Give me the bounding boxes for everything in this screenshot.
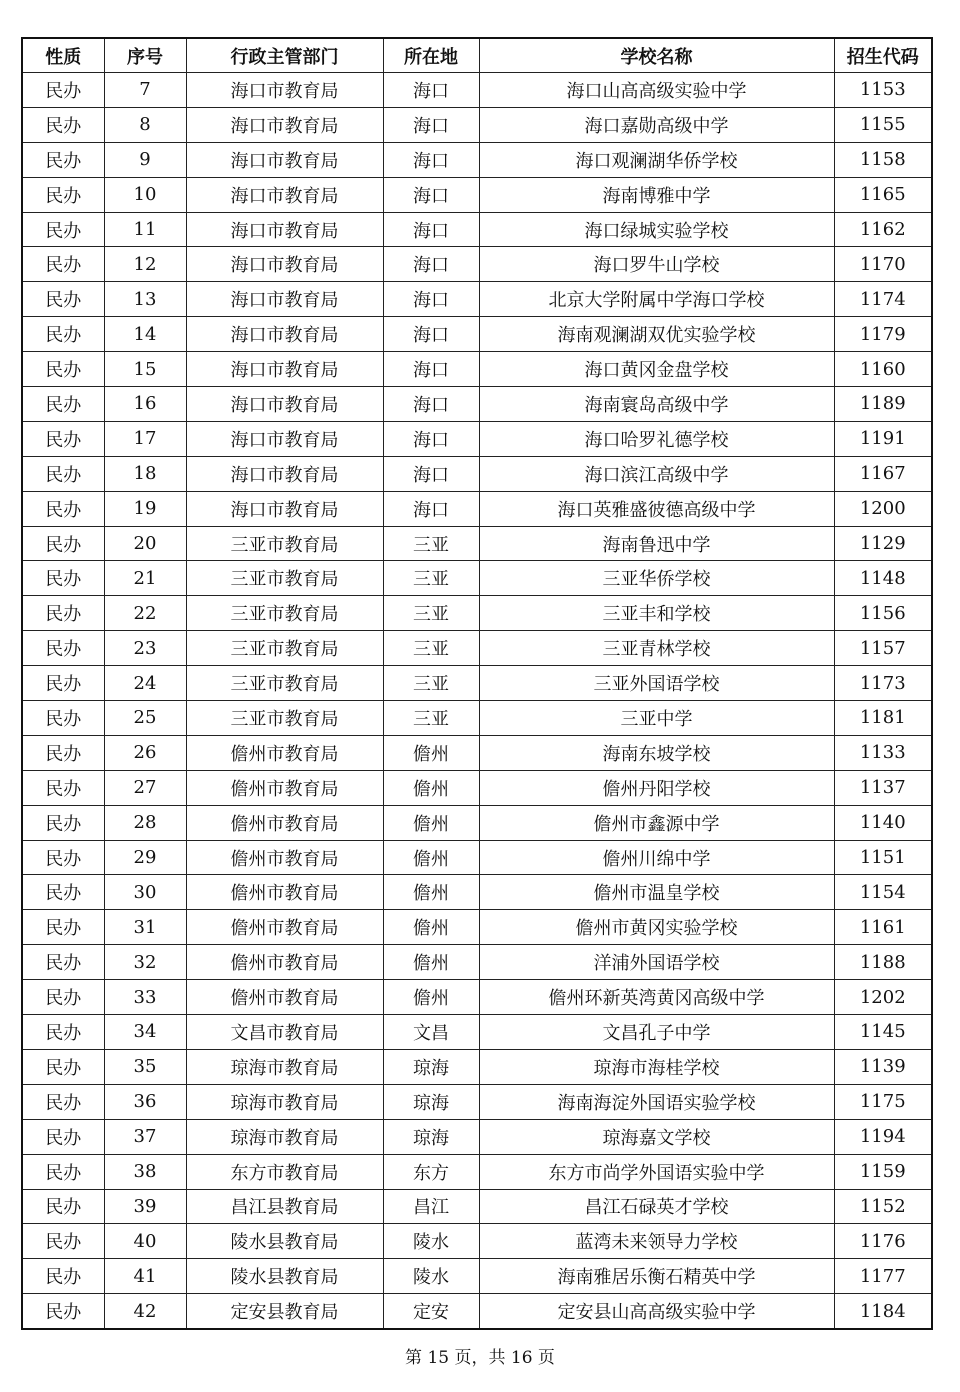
- column-location-header: 所在地: [383, 38, 479, 73]
- column-code-cell: 1170: [834, 247, 932, 282]
- column-department-cell: 儋州市教育局: [186, 875, 383, 910]
- column-code-cell: 1148: [834, 561, 932, 596]
- column-index-cell: 12: [104, 247, 186, 282]
- column-department-cell: 三亚市教育局: [186, 526, 383, 561]
- table-body: [22, 73, 932, 1330]
- column-code-cell: 1156: [834, 596, 932, 631]
- column-department-cell: 琼海市教育局: [186, 1084, 383, 1119]
- column-school-name-cell: 昌江石碌英才学校: [479, 1189, 834, 1224]
- column-location-cell: 定安: [383, 1294, 479, 1329]
- column-index-cell: 10: [104, 177, 186, 212]
- column-department-cell: 海口市教育局: [186, 107, 383, 142]
- column-type-cell: 民办: [22, 526, 104, 561]
- column-school-name-cell: 儋州市黄冈实验学校: [479, 910, 834, 945]
- column-code-cell: 1181: [834, 701, 932, 736]
- table-row: [22, 177, 932, 212]
- column-department-cell: 三亚市教育局: [186, 666, 383, 701]
- column-type-cell: 民办: [22, 247, 104, 282]
- column-school-name-cell: 海口黄冈金盘学校: [479, 352, 834, 387]
- column-location-cell: 三亚: [383, 666, 479, 701]
- column-index-cell: 41: [104, 1259, 186, 1294]
- column-location-cell: 海口: [383, 421, 479, 456]
- column-type-cell: 民办: [22, 1189, 104, 1224]
- column-code-cell: 1159: [834, 1154, 932, 1189]
- column-school-name-header: 学校名称: [479, 38, 834, 73]
- column-department-cell: 东方市教育局: [186, 1154, 383, 1189]
- column-type-cell: 民办: [22, 352, 104, 387]
- column-index-cell: 13: [104, 282, 186, 317]
- table-header: [22, 38, 932, 73]
- column-department-header: 行政主管部门: [186, 38, 383, 73]
- column-location-cell: 儋州: [383, 735, 479, 770]
- column-index-cell: 23: [104, 631, 186, 666]
- column-type-cell: 民办: [22, 1154, 104, 1189]
- column-code-cell: 1189: [834, 387, 932, 422]
- table-row: [22, 666, 932, 701]
- column-school-name-cell: 海口山高高级实验中学: [479, 73, 834, 108]
- column-index-cell: 29: [104, 840, 186, 875]
- column-type-cell: 民办: [22, 631, 104, 666]
- column-index-cell: 39: [104, 1189, 186, 1224]
- column-type-cell: 民办: [22, 840, 104, 875]
- table-row: [22, 142, 932, 177]
- table-row: [22, 875, 932, 910]
- column-type-cell: 民办: [22, 701, 104, 736]
- column-type-cell: 民办: [22, 1084, 104, 1119]
- column-index-cell: 15: [104, 352, 186, 387]
- column-index-cell: 8: [104, 107, 186, 142]
- column-index-cell: 35: [104, 1049, 186, 1084]
- column-school-name-cell: 海南寰岛高级中学: [479, 387, 834, 422]
- column-location-cell: 儋州: [383, 805, 479, 840]
- column-department-cell: 海口市教育局: [186, 142, 383, 177]
- table-row: [22, 247, 932, 282]
- column-type-cell: 民办: [22, 421, 104, 456]
- column-index-cell: 40: [104, 1224, 186, 1259]
- column-type-header: 性质: [22, 38, 104, 73]
- page-footer: 第 15 页，共 16 页: [405, 1348, 555, 1368]
- column-location-cell: 海口: [383, 387, 479, 422]
- column-type-cell: 民办: [22, 1015, 104, 1050]
- column-school-name-cell: 海南鲁迅中学: [479, 526, 834, 561]
- column-code-cell: 1191: [834, 421, 932, 456]
- column-code-cell: 1154: [834, 875, 932, 910]
- column-location-cell: 海口: [383, 491, 479, 526]
- column-department-cell: 儋州市教育局: [186, 805, 383, 840]
- column-index-cell: 16: [104, 387, 186, 422]
- column-code-cell: 1155: [834, 107, 932, 142]
- column-code-cell: 1153: [834, 73, 932, 108]
- column-department-cell: 三亚市教育局: [186, 631, 383, 666]
- table-row: [22, 770, 932, 805]
- column-location-cell: 琼海: [383, 1084, 479, 1119]
- column-school-name-cell: 儋州环新英湾黄冈高级中学: [479, 980, 834, 1015]
- column-department-cell: 海口市教育局: [186, 212, 383, 247]
- table-row: [22, 212, 932, 247]
- column-school-name-cell: 三亚华侨学校: [479, 561, 834, 596]
- column-department-cell: 海口市教育局: [186, 282, 383, 317]
- column-index-cell: 18: [104, 456, 186, 491]
- table-row: [22, 1084, 932, 1119]
- table-row: [22, 1154, 932, 1189]
- column-department-cell: 海口市教育局: [186, 352, 383, 387]
- table-row: [22, 805, 932, 840]
- table-row: [22, 387, 932, 422]
- column-school-name-cell: 蓝湾未来领导力学校: [479, 1224, 834, 1259]
- column-location-cell: 儋州: [383, 770, 479, 805]
- column-location-cell: 儋州: [383, 980, 479, 1015]
- column-code-cell: 1158: [834, 142, 932, 177]
- table-row: [22, 1189, 932, 1224]
- column-location-cell: 儋州: [383, 840, 479, 875]
- column-code-cell: 1177: [834, 1259, 932, 1294]
- column-location-cell: 三亚: [383, 561, 479, 596]
- column-school-name-cell: 洋浦外国语学校: [479, 945, 834, 980]
- table-row: [22, 910, 932, 945]
- column-code-cell: 1167: [834, 456, 932, 491]
- column-code-cell: 1137: [834, 770, 932, 805]
- column-type-cell: 民办: [22, 212, 104, 247]
- column-school-name-cell: 海南海淀外国语实验学校: [479, 1084, 834, 1119]
- column-type-cell: 民办: [22, 875, 104, 910]
- column-school-name-cell: 海口英雅盛彼德高级中学: [479, 491, 834, 526]
- column-school-name-cell: 海南观澜湖双优实验学校: [479, 317, 834, 352]
- column-type-cell: 民办: [22, 107, 104, 142]
- column-school-name-cell: 儋州市鑫源中学: [479, 805, 834, 840]
- column-department-cell: 海口市教育局: [186, 456, 383, 491]
- column-department-cell: 海口市教育局: [186, 421, 383, 456]
- column-type-cell: 民办: [22, 770, 104, 805]
- column-type-cell: 民办: [22, 387, 104, 422]
- column-department-cell: 海口市教育局: [186, 491, 383, 526]
- column-department-cell: 儋州市教育局: [186, 980, 383, 1015]
- column-location-cell: 儋州: [383, 945, 479, 980]
- table-row: [22, 1015, 932, 1050]
- column-index-cell: 32: [104, 945, 186, 980]
- column-type-cell: 民办: [22, 945, 104, 980]
- column-school-name-cell: 海口罗牛山学校: [479, 247, 834, 282]
- column-school-name-cell: 文昌孔子中学: [479, 1015, 834, 1050]
- column-index-cell: 37: [104, 1119, 186, 1154]
- column-location-cell: 陵水: [383, 1259, 479, 1294]
- column-department-cell: 三亚市教育局: [186, 561, 383, 596]
- column-type-cell: 民办: [22, 1294, 104, 1329]
- column-index-cell: 31: [104, 910, 186, 945]
- column-code-cell: 1145: [834, 1015, 932, 1050]
- column-school-name-cell: 海南东坡学校: [479, 735, 834, 770]
- table-row: [22, 107, 932, 142]
- column-code-cell: 1165: [834, 177, 932, 212]
- column-school-name-cell: 北京大学附属中学海口学校: [479, 282, 834, 317]
- column-department-cell: 琼海市教育局: [186, 1119, 383, 1154]
- column-location-cell: 文昌: [383, 1015, 479, 1050]
- column-code-cell: 1160: [834, 352, 932, 387]
- column-type-cell: 民办: [22, 980, 104, 1015]
- column-school-name-cell: 琼海嘉文学校: [479, 1119, 834, 1154]
- table-row: [22, 1259, 932, 1294]
- column-department-cell: 海口市教育局: [186, 317, 383, 352]
- column-index-cell: 42: [104, 1294, 186, 1329]
- column-code-cell: 1162: [834, 212, 932, 247]
- column-type-cell: 民办: [22, 456, 104, 491]
- column-school-name-cell: 三亚中学: [479, 701, 834, 736]
- column-school-name-cell: 海南雅居乐衡石精英中学: [479, 1259, 834, 1294]
- column-index-cell: 20: [104, 526, 186, 561]
- column-department-cell: 儋州市教育局: [186, 735, 383, 770]
- column-location-cell: 海口: [383, 456, 479, 491]
- column-school-name-cell: 海口滨江高级中学: [479, 456, 834, 491]
- column-index-cell: 9: [104, 142, 186, 177]
- table-row: [22, 945, 932, 980]
- column-department-cell: 儋州市教育局: [186, 770, 383, 805]
- column-index-cell: 7: [104, 73, 186, 108]
- column-school-name-cell: 海口绿城实验学校: [479, 212, 834, 247]
- column-location-cell: 琼海: [383, 1049, 479, 1084]
- column-type-cell: 民办: [22, 666, 104, 701]
- table-row: [22, 980, 932, 1015]
- column-code-cell: 1140: [834, 805, 932, 840]
- column-code-cell: 1151: [834, 840, 932, 875]
- column-department-cell: 文昌市教育局: [186, 1015, 383, 1050]
- column-code-cell: 1184: [834, 1294, 932, 1329]
- column-location-cell: 陵水: [383, 1224, 479, 1259]
- table-row: [22, 1119, 932, 1154]
- column-index-cell: 17: [104, 421, 186, 456]
- column-type-cell: 民办: [22, 1049, 104, 1084]
- table-row: [22, 561, 932, 596]
- column-index-cell: 25: [104, 701, 186, 736]
- table-row: [22, 596, 932, 631]
- column-department-cell: 儋州市教育局: [186, 840, 383, 875]
- column-code-cell: 1179: [834, 317, 932, 352]
- column-school-name-cell: 儋州市温皇学校: [479, 875, 834, 910]
- table-row: [22, 701, 932, 736]
- table-row: [22, 1294, 932, 1329]
- column-location-cell: 海口: [383, 73, 479, 108]
- column-type-cell: 民办: [22, 805, 104, 840]
- column-type-cell: 民办: [22, 1119, 104, 1154]
- column-index-cell: 30: [104, 875, 186, 910]
- school-table: [21, 37, 933, 1330]
- column-index-cell: 19: [104, 491, 186, 526]
- column-location-cell: 儋州: [383, 910, 479, 945]
- table-row: [22, 421, 932, 456]
- column-index-cell: 24: [104, 666, 186, 701]
- column-location-cell: 海口: [383, 317, 479, 352]
- column-department-cell: 三亚市教育局: [186, 596, 383, 631]
- table-row: [22, 282, 932, 317]
- column-location-cell: 三亚: [383, 631, 479, 666]
- column-code-cell: 1202: [834, 980, 932, 1015]
- column-department-cell: 海口市教育局: [186, 73, 383, 108]
- column-location-cell: 琼海: [383, 1119, 479, 1154]
- table-row: [22, 73, 932, 108]
- column-location-cell: 东方: [383, 1154, 479, 1189]
- table-row: [22, 1049, 932, 1084]
- column-index-cell: 38: [104, 1154, 186, 1189]
- table-row: [22, 352, 932, 387]
- column-code-cell: 1176: [834, 1224, 932, 1259]
- column-school-name-cell: 三亚青林学校: [479, 631, 834, 666]
- column-code-cell: 1173: [834, 666, 932, 701]
- column-index-cell: 22: [104, 596, 186, 631]
- column-school-name-cell: 东方市尚学外国语实验中学: [479, 1154, 834, 1189]
- column-code-cell: 1139: [834, 1049, 932, 1084]
- column-index-cell: 34: [104, 1015, 186, 1050]
- column-department-cell: 三亚市教育局: [186, 701, 383, 736]
- column-type-cell: 民办: [22, 1224, 104, 1259]
- column-type-cell: 民办: [22, 317, 104, 352]
- column-index-cell: 21: [104, 561, 186, 596]
- table-row: [22, 526, 932, 561]
- column-school-name-cell: 海南博雅中学: [479, 177, 834, 212]
- column-department-cell: 海口市教育局: [186, 247, 383, 282]
- column-location-cell: 海口: [383, 352, 479, 387]
- column-type-cell: 民办: [22, 910, 104, 945]
- column-department-cell: 儋州市教育局: [186, 945, 383, 980]
- column-department-cell: 定安县教育局: [186, 1294, 383, 1329]
- column-code-cell: 1188: [834, 945, 932, 980]
- column-location-cell: 海口: [383, 282, 479, 317]
- column-code-cell: 1200: [834, 491, 932, 526]
- table-row: [22, 840, 932, 875]
- column-type-cell: 民办: [22, 282, 104, 317]
- column-school-name-cell: 琼海市海桂学校: [479, 1049, 834, 1084]
- table-row: [22, 735, 932, 770]
- column-school-name-cell: 三亚丰和学校: [479, 596, 834, 631]
- table-row: [22, 491, 932, 526]
- column-school-name-cell: 海口嘉勋高级中学: [479, 107, 834, 142]
- table-row: [22, 456, 932, 491]
- column-code-header: 招生代码: [834, 38, 932, 73]
- column-location-cell: 昌江: [383, 1189, 479, 1224]
- column-location-cell: 海口: [383, 107, 479, 142]
- column-code-cell: 1175: [834, 1084, 932, 1119]
- column-department-cell: 昌江县教育局: [186, 1189, 383, 1224]
- column-code-cell: 1133: [834, 735, 932, 770]
- column-department-cell: 海口市教育局: [186, 177, 383, 212]
- column-location-cell: 海口: [383, 247, 479, 282]
- column-code-cell: 1194: [834, 1119, 932, 1154]
- column-school-name-cell: 海口观澜湖华侨学校: [479, 142, 834, 177]
- column-code-cell: 1129: [834, 526, 932, 561]
- column-school-name-cell: 三亚外国语学校: [479, 666, 834, 701]
- column-department-cell: 陵水县教育局: [186, 1224, 383, 1259]
- column-school-name-cell: 儋州川绵中学: [479, 840, 834, 875]
- column-index-header: 序号: [104, 38, 186, 73]
- column-school-name-cell: 定安县山高高级实验中学: [479, 1294, 834, 1329]
- column-type-cell: 民办: [22, 491, 104, 526]
- column-type-cell: 民办: [22, 1259, 104, 1294]
- column-type-cell: 民办: [22, 561, 104, 596]
- header-row: [22, 38, 932, 73]
- column-type-cell: 民办: [22, 142, 104, 177]
- column-code-cell: 1161: [834, 910, 932, 945]
- column-index-cell: 33: [104, 980, 186, 1015]
- column-department-cell: 儋州市教育局: [186, 910, 383, 945]
- column-index-cell: 36: [104, 1084, 186, 1119]
- column-department-cell: 陵水县教育局: [186, 1259, 383, 1294]
- column-code-cell: 1152: [834, 1189, 932, 1224]
- column-location-cell: 海口: [383, 212, 479, 247]
- column-location-cell: 三亚: [383, 701, 479, 736]
- column-code-cell: 1174: [834, 282, 932, 317]
- column-index-cell: 11: [104, 212, 186, 247]
- column-department-cell: 海口市教育局: [186, 387, 383, 422]
- column-location-cell: 三亚: [383, 596, 479, 631]
- column-index-cell: 14: [104, 317, 186, 352]
- column-code-cell: 1157: [834, 631, 932, 666]
- table-row: [22, 1224, 932, 1259]
- column-location-cell: 儋州: [383, 875, 479, 910]
- column-type-cell: 民办: [22, 177, 104, 212]
- column-index-cell: 26: [104, 735, 186, 770]
- column-type-cell: 民办: [22, 596, 104, 631]
- column-index-cell: 28: [104, 805, 186, 840]
- column-location-cell: 海口: [383, 142, 479, 177]
- column-type-cell: 民办: [22, 735, 104, 770]
- column-index-cell: 27: [104, 770, 186, 805]
- table-row: [22, 317, 932, 352]
- column-location-cell: 三亚: [383, 526, 479, 561]
- column-school-name-cell: 海口哈罗礼德学校: [479, 421, 834, 456]
- table-row: [22, 631, 932, 666]
- column-school-name-cell: 儋州丹阳学校: [479, 770, 834, 805]
- column-location-cell: 海口: [383, 177, 479, 212]
- column-department-cell: 琼海市教育局: [186, 1049, 383, 1084]
- column-type-cell: 民办: [22, 73, 104, 108]
